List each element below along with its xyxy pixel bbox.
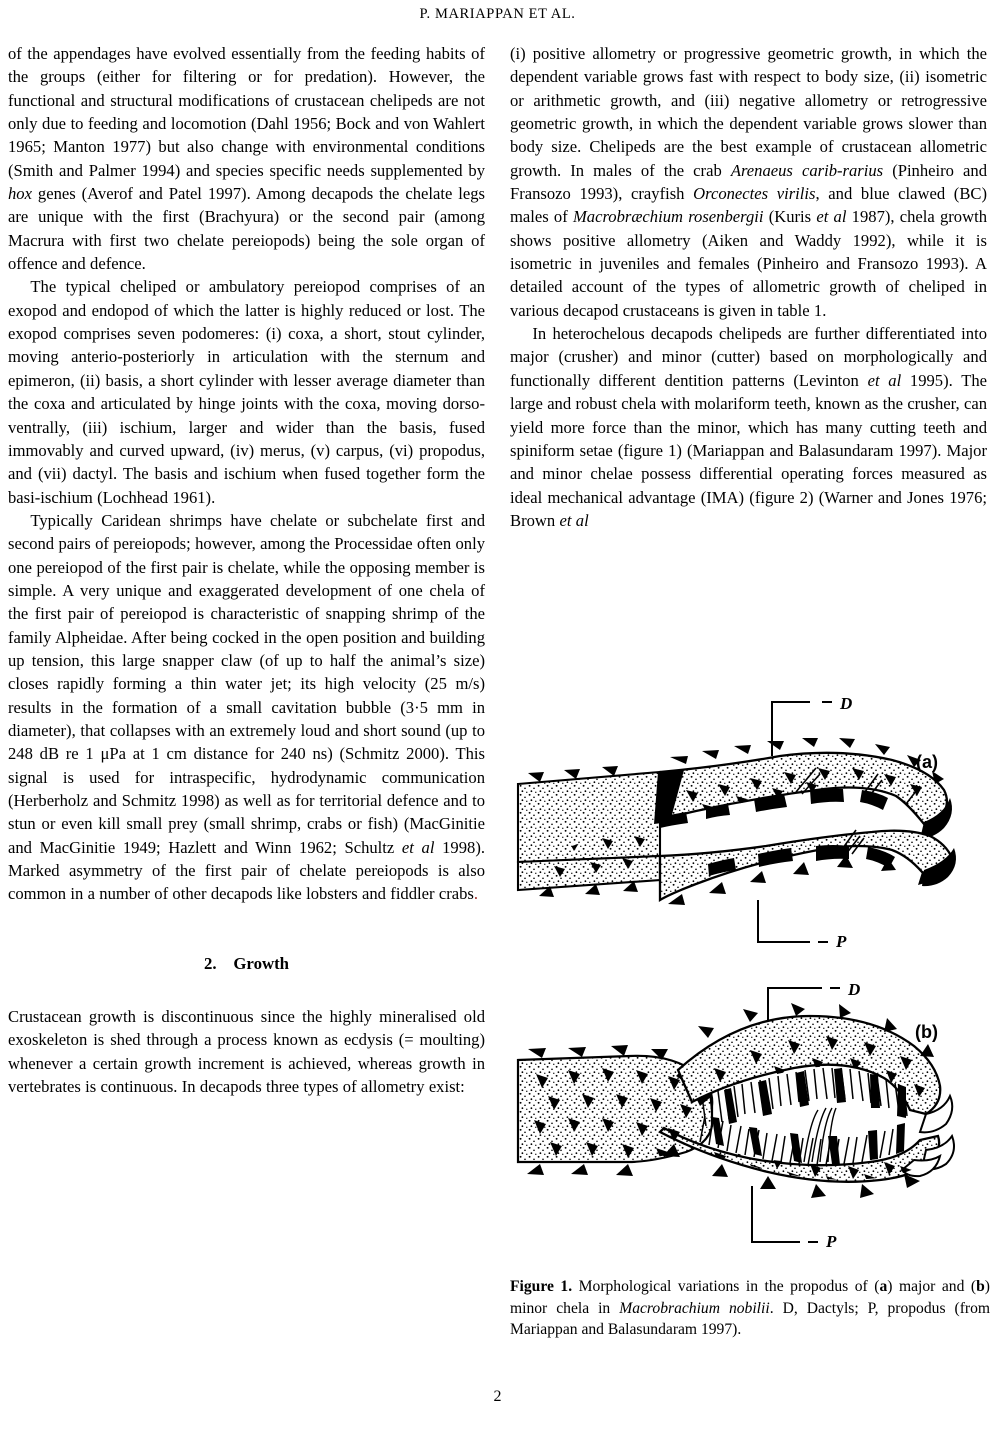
label-p-panel-a: P [836, 932, 847, 951]
caption-species-name: Macrobrachium nobilii [619, 1299, 770, 1317]
species-macrobrachium-rosenbergii: Macrobræchium rosenbergii [572, 207, 764, 227]
right-para1-text-b: (Pinheiro and Fransozo 1993), crayfish [510, 160, 987, 204]
left-paragraph-2: The typical cheliped or ambulatory pereiopod comprises of an exopod and endopod of which the latter is highly reduced or lost. The exopod comprises seven podomeres: (i) coxa, a short, stout cylinder, moving anterio-posteriorly in articulation with the sternum and epimeron, (ii) basis, a short cylinder with lesser average diameter than the coxa and articulated by hinge joints with the coxa, moving dorso-ventrally, (iii) ischium, larger and wider than the basis, fused immovably and curved upward, (iv) merus, (v) carpus, (vi) propodus, and (vii) dactyl. The basis and ischium when fused together form the basi-ischium (Lochhead 1961). [8, 277, 485, 507]
right-para1-text-a: (i) positive allometry or progressive geometric growth, in which the dependent variable grows fast with respect to body size, (ii) isometric or arithmetic growth, and (iii) negative allometry or retrogressive geometric growth, in which the dependent variable grows slower than body size. Chelipeds are the best example of crustacean allometric growth. In males of the crab [510, 44, 987, 180]
caption-label-b: b [976, 1278, 985, 1295]
leader-line-p-b [752, 1186, 818, 1242]
caption-part-4: . D, Dactyls; P, propodus (from Mariappan and Balasundaram 1997). [510, 1299, 991, 1339]
right-para1-text-e: 1987), chela growth shows positive allometry (Aiken and Waddy 1992), while it is isometric in juveniles and females (Pinheiro and Fransozo 1993). A detailed account of the types of allometric growth of cheliped in various decapod crustaceans is given in table 1. [510, 207, 987, 320]
panel-b-tag: (b) [915, 1022, 938, 1042]
etal-italic-right-3: et al [559, 510, 589, 530]
right-para1-text-c: , and blue clawed (BC) males of [510, 184, 987, 227]
left-para3-text-b: 1998). Marked asymmetry of the first pair of chelate pereiopods is also common in a number of other decapods like lobsters and fiddler crabs [8, 837, 485, 904]
right-paragraph-2 [510, 322, 987, 532]
section-heading-growth [8, 952, 485, 975]
label-p-panel-b: P [826, 1232, 837, 1251]
caption-label-a: a [879, 1278, 888, 1295]
figure-1-panel-a [510, 694, 990, 984]
left-para3-text-a: Typically Caridean shrimps have chelate or subchelate first and second pairs of pereiopods; however, among the Processidae often only one pereiopod of the first pair is chelate, while the opposing member is simple. A very unique and exaggerated development of one chela of the first pair of pereiopod is characteristic of snapping shrimp of the family Alpheidae. After being cocked in the open position and building up tension, this large snapper claw (of up to half the animal’s size) closes rapidly forming a thin water jet; its high velocity (25 m/s) results in the formation of a small cavitation bubble (3·5 mm in diameter), that collapses with an extremely loud and short sound (up to 248 dB re 1 μPa at 1 cm distance for 240 ns) (Schmitz 2000). This signal is used for intraspecific, hydrodynamic communication (Herberholz and Schmitz 1998) as well as for territorial defence and to stun or even kill small prey (small shrimp, crabs or fish) (MacGinitie and MacGinitie 1949; Hazlett and Winn 1962; Schultz [8, 510, 485, 857]
left-para1-text-a: of the appendages have evolved essentially from the feeding habits of the groups (either for filtering or for predation). However, the functional and structural modifications of crustacean chelipeds are not only due to feeding and locomotion (Dahl 1956; Bock and von Wahlert 1965; Manton 1977) but also change with environmental conditions (Smith and Palmer 1994) and species specific needs supplemented by [8, 44, 485, 180]
etal-italic-left: et al [401, 837, 435, 857]
heading-spacer-above [8, 906, 485, 952]
section-title: Growth [233, 953, 290, 973]
leader-line-d-a [772, 702, 832, 756]
caption-part-1: Morphological variations in the propodus of ( [572, 1278, 880, 1295]
left-paragraph-4: Crustacean growth is discontinuous since the highly mineralised old exoskeleton is shed through a process known as ecdysis (= moulting) whenever a certain growth increment is achieved, whereas growth in vertebrates is continuous. In decapods three types of allometry exist: [8, 1007, 485, 1097]
right-para2-text-a: In heterochelous decapods chelipeds are further differentiated into major (crusher) and minor (cutter) based on morphologically and functionally different dentition patterns (Levinton [510, 324, 987, 390]
figure-1 [510, 694, 990, 1272]
caption-part-3: ) minor chela in [510, 1278, 990, 1317]
caption-part-2: ) major and ( [887, 1278, 977, 1295]
left-paragraph-1 [8, 42, 485, 275]
etal-italic-right-2: et al [867, 370, 902, 390]
figure-1-panel-b [510, 980, 990, 1272]
etal-italic-right-1: et al [816, 207, 847, 227]
major-chela-drawing [510, 694, 990, 984]
right-para2-text-b: 1995). The large and robust chela with molariform teeth, known as the crusher, can yield more force than the minor, which has many cutting teeth and spiniform setae (figure 1) (Mariappan and Balasundaram 1997). Major and minor chelae possess differential operating forces measured as ideal mechanical advantage (IMA) (figure 2) (Warner and Jones 1976; Brown [510, 370, 987, 530]
figure-1-caption [510, 1276, 990, 1341]
hox-gene-italic: hox [8, 184, 32, 204]
label-d-panel-a: D [840, 694, 853, 713]
right-paragraph-1 [510, 42, 987, 322]
left-column [8, 42, 485, 1098]
species-arenaeus-caribbarius: Arenaeus carib-rarius [730, 160, 884, 180]
section-number: 2. [203, 953, 217, 973]
red-period: . [473, 884, 479, 904]
panel-a-tag: (a) [916, 752, 938, 772]
caption-lead: Figure 1. [510, 1278, 573, 1295]
heading-spacer-below [8, 975, 485, 1005]
leader-line-p-a [758, 900, 828, 942]
right-para1-text-d: (Kuris [763, 207, 817, 227]
label-d-panel-b: D [848, 980, 861, 999]
page-number: 2 [493, 1388, 502, 1405]
left-paragraph-3 [8, 509, 485, 906]
running-head: P. MARIAPPAN ET AL. [419, 6, 576, 22]
left-para1-text-b: genes (Averof and Patel 1997). Among decapods the chelate legs are unique with the first (Brachyura) or the second pair (among Macrura with first two chelate pereiopods) being the sole organ of offence and defence. [8, 184, 485, 274]
species-orconectes-virilis: Orconectes virilis [693, 184, 816, 204]
